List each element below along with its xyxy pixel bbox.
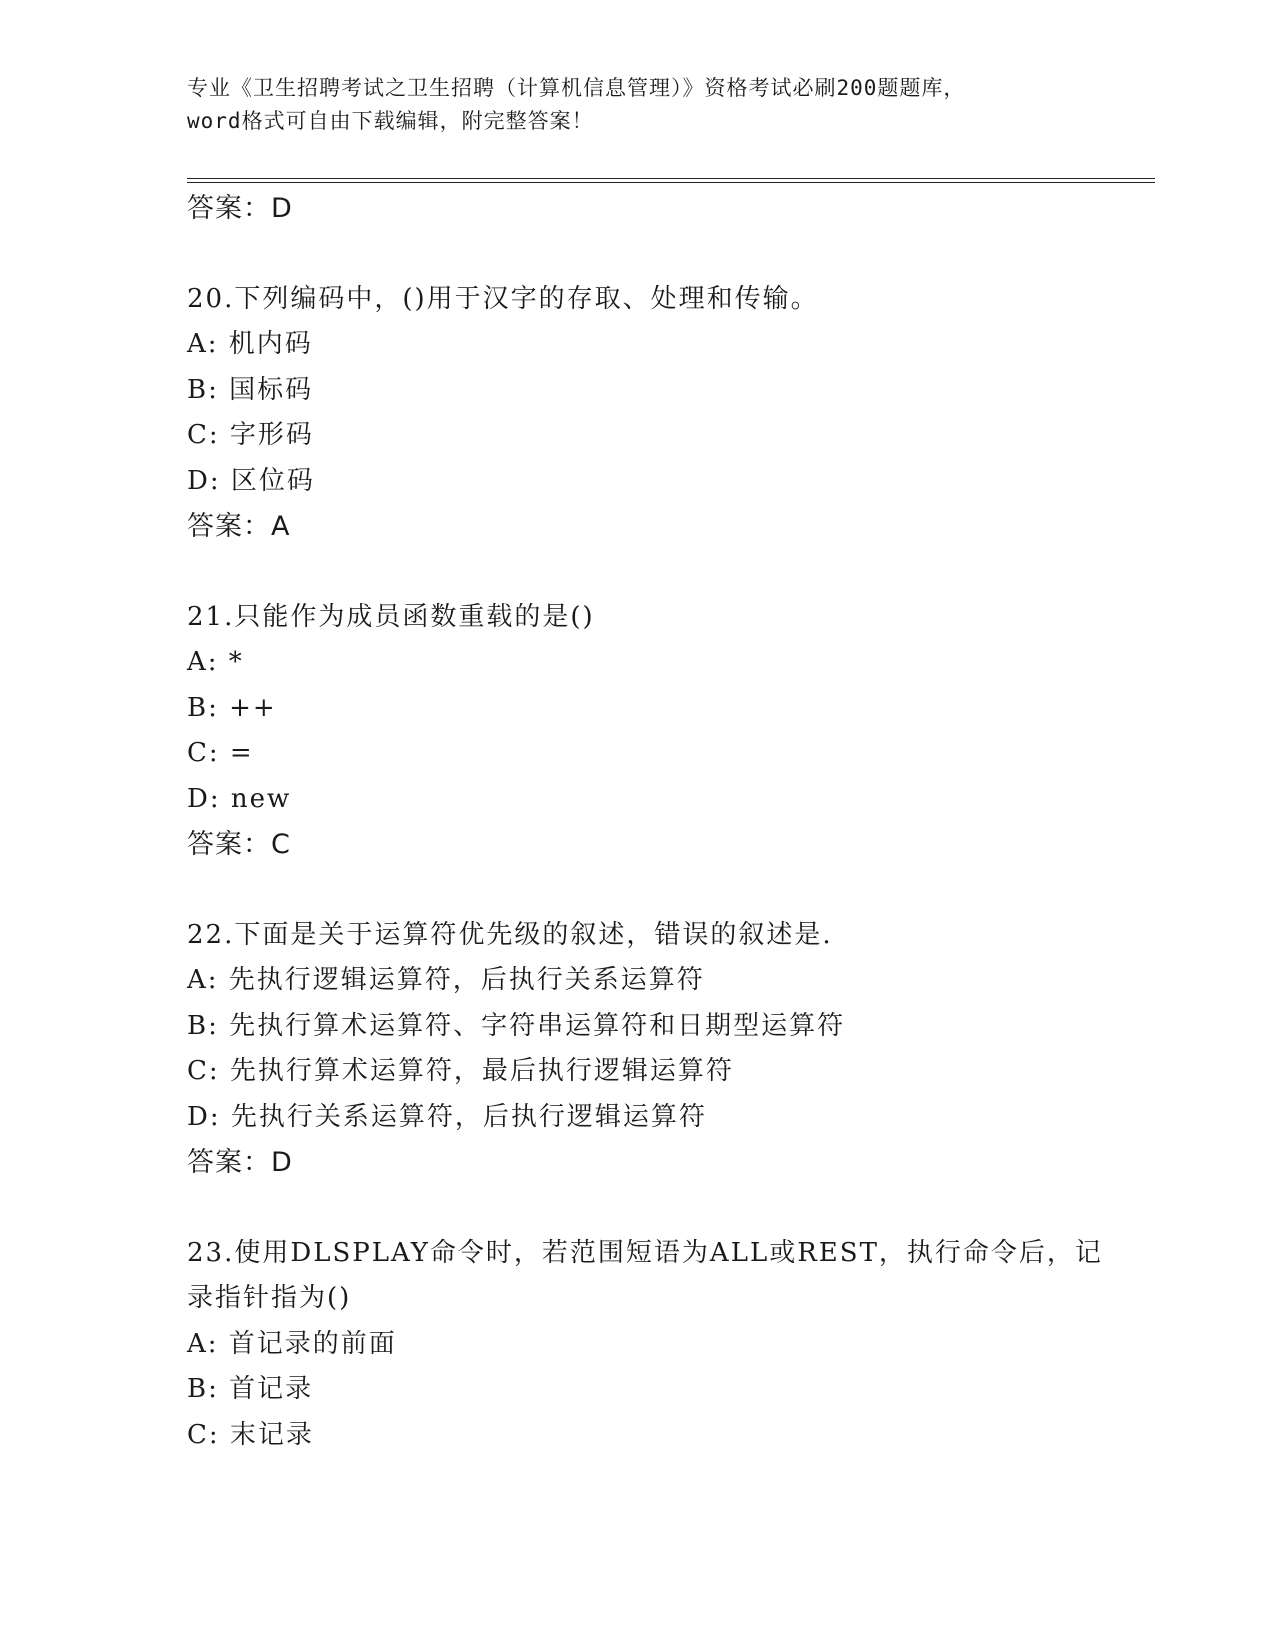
option-b: B: 首记录 (187, 1374, 314, 1404)
answer-line: 答案：A (187, 511, 291, 542)
option-b: B: 国标码 (187, 374, 314, 405)
option-c: C: = (187, 738, 254, 768)
option-c: C: 先执行算术运算符，最后执行逻辑运算符 (187, 1056, 734, 1086)
option-d: D: 先执行关系运算符，后执行逻辑运算符 (187, 1101, 707, 1132)
header-title-line-2: word格式可自由下载编辑，附完整答案！ (187, 109, 594, 133)
answer-line: 答案：D (187, 193, 293, 224)
answer-line: 答案：D (187, 1147, 293, 1178)
question-text-line-1: 23.使用DLSPLAY命令时，若范围短语为ALL或REST，执行命令后，记 (187, 1237, 1103, 1268)
option-a: A: 机内码 (187, 329, 313, 359)
header-title-line-1: 专业《卫生招聘考试之卫生招聘（计算机信息管理）》资格考试必刷200题题库， (187, 76, 966, 100)
question-block-23 (187, 1231, 1103, 1459)
spacer (187, 1186, 1087, 1231)
question-text-line-2: 录指针指为() (187, 1283, 352, 1313)
option-a: A: 首记录的前面 (187, 1328, 397, 1359)
spacer (187, 868, 1087, 913)
question-list (187, 186, 1103, 1458)
option-b: B: ++ (187, 692, 277, 723)
option-a: A: * (187, 647, 244, 677)
spacer (187, 232, 1087, 277)
option-c: C: 字形码 (187, 420, 314, 450)
question-text: 22.下面是关于运算符优先级的叙述，错误的叙述是. (187, 919, 833, 950)
question-block-20 (187, 277, 1087, 550)
option-b: B: 先执行算术运算符、字符串运算符和日期型运算符 (187, 1010, 846, 1041)
option-d: D: 区位码 (187, 465, 315, 496)
answer-line: 答案：C (187, 829, 291, 860)
option-d: D: new (187, 783, 292, 814)
document-header (187, 72, 1087, 138)
question-block-21 (187, 595, 1087, 868)
option-a: A: 先执行逻辑运算符，后执行关系运算符 (187, 965, 705, 995)
question-block-22 (187, 913, 1087, 1186)
option-c: C: 末记录 (187, 1419, 314, 1450)
header-divider (187, 178, 1155, 183)
question-text: 20.下列编码中，()用于汉字的存取、处理和传输。 (187, 283, 819, 314)
question-text: 21.只能作为成员函数重载的是() (187, 601, 595, 632)
spacer (187, 550, 1087, 595)
